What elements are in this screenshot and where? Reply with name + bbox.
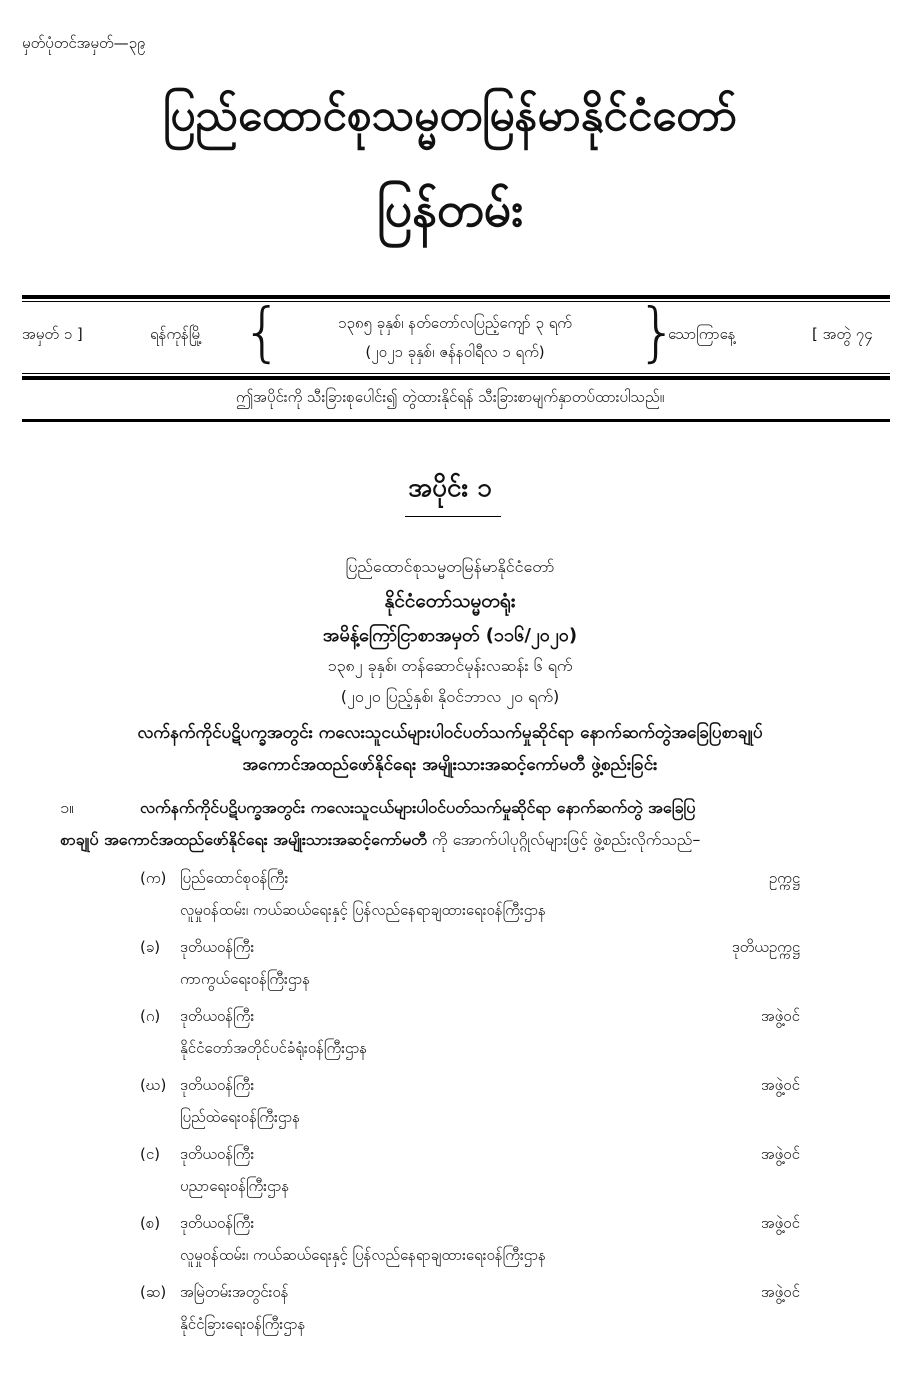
member-position: ပြည်ထောင်စုဝန်ကြီး — [180, 869, 289, 887]
header-bottom-rule-thin — [22, 373, 890, 374]
member-department: ကာကွယ်ရေးဝန်ကြီးဌာန — [180, 970, 311, 988]
order-date-gregorian: (၂၀၂၀ ပြည့်နှစ်၊ နိုဝင်ဘာလ ၂၀ ရက်) — [340, 687, 560, 706]
member-department: နိုင်ငံခြားရေးဝန်ကြီးဌာန — [180, 1315, 306, 1333]
member-position: ဒုတိယဝန်ကြီး — [180, 1145, 255, 1163]
paragraph-line-2-rest: ကို အောက်ပါပုဂ္ဂိုလ်များဖြင့် ဖွဲ့စည်းလိုက်သည်– — [426, 830, 701, 849]
member-role: အဖွဲ့ဝင် — [760, 1076, 800, 1094]
issue-number: အမှတ် ၁ ] — [22, 325, 83, 343]
header-bottom-rule-thick — [22, 376, 890, 380]
member-department: ပြည်ထဲရေးဝန်ကြီးဌာန — [180, 1108, 301, 1126]
member-department: လူမှုဝန်ထမ်း၊ ကယ်ဆယ်ရေးနှင့် ပြန်လည်နေရာချထားရေးဝန်ကြီးဌာန — [180, 1246, 546, 1264]
member-mark: (ဃ) — [140, 1076, 167, 1094]
member-role: အဖွဲ့ဝင် — [760, 1007, 800, 1025]
member-department: ပညာရေးဝန်ကြီးဌာန — [180, 1177, 290, 1195]
order-government: ပြည်ထောင်စုသမ္မတမြန်မာနိုင်ငံတော် — [345, 557, 555, 576]
member-mark: (စ) — [140, 1214, 161, 1232]
header-top-rule-thin — [22, 301, 890, 302]
member-mark: (က) — [140, 869, 167, 887]
member-mark: (င) — [140, 1145, 161, 1163]
member-department: နိုင်ငံတော်အတိုင်ပင်ခံရုံးဝန်ကြီးဌာန — [180, 1039, 368, 1057]
issue-date-gregorian: (၂၀၂၁ ခုနှစ်၊ ဇန်နဝါရီလ ၁ ရက်) — [365, 343, 545, 361]
volume-number: [ အတွဲ ၇၄ — [812, 325, 873, 343]
member-department: လူမှုဝန်ထမ်း၊ ကယ်ဆယ်ရေးနှင့် ပြန်လည်နေရာချထားရေးဝန်ကြီးဌာန — [180, 901, 546, 919]
issue-date-myanmar: ၁၃၈၅ ခုနှစ်၊ နတ်တော်လပြည့်ကျော် ၃ ရက် — [338, 314, 572, 332]
order-date-myanmar: ၁၃၈၂ ခုနှစ်၊ တန်ဆောင်မုန်းလဆန်း ၆ ရက် — [327, 656, 573, 675]
member-position: အမြဲတမ်းအတွင်းဝန် — [180, 1283, 289, 1301]
order-office: နိုင်ငံတော်သမ္မတရုံး — [384, 590, 516, 612]
member-mark: (ဂ) — [140, 1007, 161, 1025]
city-name: ရန်ကုန်မြို့ — [150, 325, 203, 343]
member-position: ဒုတိယဝန်ကြီး — [180, 1076, 255, 1094]
member-mark: (ခ) — [140, 938, 161, 956]
member-role: ဥက္ကဋ္ဌ — [768, 869, 800, 887]
part-title: အပိုင်း ၁ — [408, 473, 492, 503]
header-top-rule-thick — [22, 295, 890, 299]
paragraph-line-2 — [60, 829, 700, 853]
subject-line-1: လက်နက်ကိုင်ပဋိပက္ခအတွင်း ကလေးသူငယ်များပါဝင်ပတ်သက်မှုဆိုင်ရာ နောက်ဆက်တွဲအခြေပြစာချုပ် — [137, 723, 763, 743]
right-brace: } — [637, 296, 678, 370]
registration-number: မှတ်ပုံတင်အမှတ်—၃၉ — [22, 34, 146, 52]
member-role: အဖွဲ့ဝင် — [760, 1214, 800, 1232]
member-position: ဒုတိယဝန်ကြီး — [180, 938, 255, 956]
part-underline — [405, 516, 501, 517]
subject-line-2: အကောင်အထည်ဖော်နိုင်ရေး အမျိုးသားအဆင့်ကော်မတီ ဖွဲ့စည်းခြင်း — [242, 755, 658, 775]
separate-pages-notice: ဤအပိုင်းကို သီးခြားစုပေါင်း၍ တွဲထားနိုင်ရန် သီးခြားစာမျက်နှာတပ်ထားပါသည်။ — [235, 388, 665, 406]
notice-rule — [22, 419, 890, 422]
paragraph-line-1: လက်နက်ကိုင်ပဋိပက္ခအတွင်း ကလေးသူငယ်များပါဝင်ပတ်သက်မှုဆိုင်ရာ နောက်ဆက်တွဲ အခြေပြ — [140, 798, 696, 817]
left-brace: { — [242, 296, 283, 370]
member-position: ဒုတိယဝန်ကြီး — [180, 1214, 255, 1232]
member-role: အဖွဲ့ဝင် — [760, 1145, 800, 1163]
committee-name: စာချုပ် အကောင်အထည်ဖော်နိုင်ရေး အမျိုးသားအဆင့်ကော်မတီ — [60, 830, 427, 849]
paragraph-number: ၁။ — [60, 798, 74, 817]
member-role: ဒုတိယဥက္ကဋ္ဌ — [731, 938, 800, 956]
gazette-title: ပြည်ထောင်စုသမ္မတမြန်မာနိုင်ငံတော် — [162, 90, 738, 141]
gazette-subtitle: ပြန်တမ်း — [376, 182, 524, 238]
member-mark: (ဆ) — [140, 1283, 167, 1301]
weekday: သောကြာနေ့ — [668, 325, 736, 343]
order-number: အမိန့်ကြော်ငြာစာအမှတ် (၁၁၆/၂၀၂၀) — [322, 625, 578, 646]
member-position: ဒုတိယဝန်ကြီး — [180, 1007, 255, 1025]
member-role: အဖွဲ့ဝင် — [760, 1283, 800, 1301]
